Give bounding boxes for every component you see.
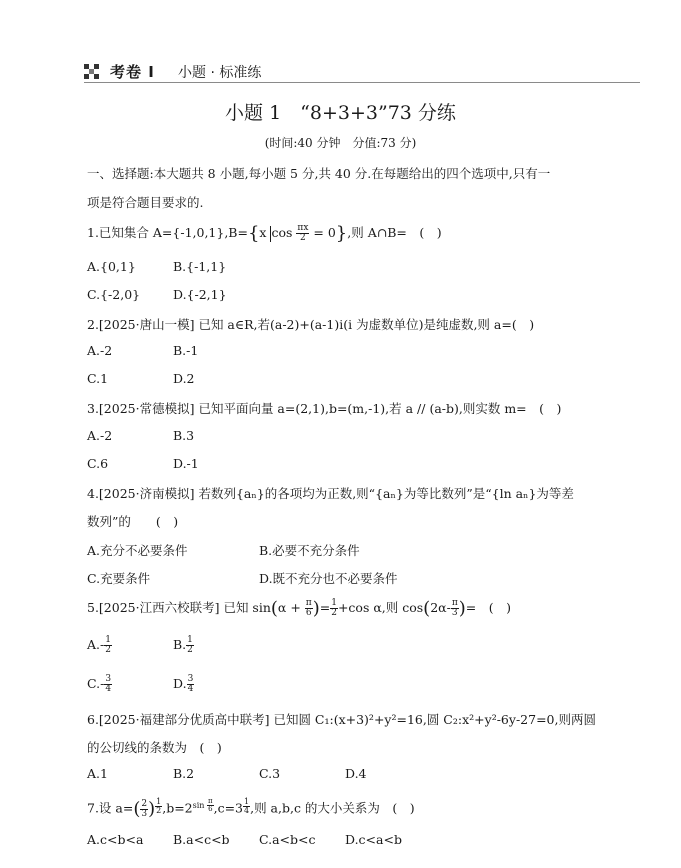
q1-set-var: x: [259, 225, 267, 240]
q7-paren-close: ): [148, 798, 156, 820]
q7-paren-open: (: [133, 798, 141, 820]
q7-two: 2: [141, 798, 148, 809]
q5-paren2-close: ): [458, 598, 466, 619]
q5-optD-label: D.: [173, 676, 187, 691]
q5-optA-den: 2: [105, 645, 111, 655]
question-6-line1: 6.[2025·福建部分优质高中联考] 已知圆 C₁:(x+3)²+y²=16,圆 C₂:x²+y²-6y-27=0,则两圆: [87, 712, 596, 727]
q5-plus-cos: +cos α,则 cos: [337, 600, 424, 615]
q6-option-b: B.2: [173, 766, 195, 781]
q7-text-c: ,c=3: [213, 800, 244, 816]
question-2: 2.[2025·唐山一模] 已知 a∈R,若(a-2)+(a-1)i(i 为虚数单位)是纯虚数,则 a=( ): [87, 317, 535, 332]
q5-optA-num: 1: [105, 635, 111, 645]
q5-pi-b: π: [451, 598, 458, 608]
q1-frac-num: πx: [297, 223, 309, 233]
q7-q-num: 1: [244, 797, 250, 806]
q5-optB-frac: [186, 636, 194, 655]
q1-eq0: = 0: [313, 225, 336, 240]
q5-eq: =: [319, 600, 331, 615]
q7-frac-2-3: [140, 800, 148, 819]
q7-q-den: 4: [244, 806, 250, 815]
q7-exp-frac: [207, 798, 214, 813]
q4-option-c: C.充要条件: [87, 571, 151, 586]
checker-icon: [84, 64, 100, 80]
q1-brace-open: {: [247, 223, 260, 244]
q5-frac-pi3: [451, 599, 459, 618]
q5-six: 6: [305, 608, 312, 618]
q7-tail: ,则 a,b,c 的大小关系为 ( ): [250, 800, 415, 816]
q1-text-a: 1.已知集合 A={-1,0,1},B=: [87, 225, 248, 240]
q4-option-a: A.充分不必要条件: [87, 543, 188, 558]
q5-paren-open: (: [270, 598, 278, 619]
q3-option-d: D.-1: [173, 456, 199, 471]
question-1: [87, 223, 442, 244]
q5-two: 2: [331, 608, 337, 618]
q7-pi: π: [208, 797, 213, 805]
q5-frac-pi6: [305, 599, 313, 618]
q1-option-c: C.{-2,0}: [87, 287, 141, 302]
header-divider: [84, 82, 640, 83]
q5-optB-den: 2: [187, 645, 193, 655]
q5-optD-frac: [187, 675, 195, 694]
section-header: [84, 60, 640, 84]
q5-paren2-open: (: [423, 598, 431, 619]
q5-pi: π: [305, 598, 312, 608]
q7-sin: sin: [192, 800, 205, 810]
q7-half-den: 2: [156, 806, 162, 815]
q5-two-alpha: 2α-: [430, 600, 451, 615]
header-title: 考卷 I: [110, 63, 155, 81]
q5-text-a: 5.[2025·江西六校联考] 已知 sin: [87, 600, 271, 615]
header-subtitle: 小题 · 标准练: [178, 65, 262, 81]
q3-option-a: A.-2: [87, 428, 113, 443]
q2-option-c: C.1: [87, 371, 109, 386]
question-6-line2: 的公切线的条数为 ( ): [87, 740, 222, 755]
q5-frac-half: [330, 599, 338, 618]
q1-brace-close: }: [335, 223, 348, 244]
q5-optC-den: 4: [105, 684, 112, 694]
q5-tail: = ( ): [465, 600, 512, 615]
q7-text-b: ,b=2: [162, 800, 193, 816]
q7-six: 6: [208, 805, 213, 813]
question-3: 3.[2025·常德模拟] 已知平面向量 a=(2,1),b=(m,-1),若 a // (a-b),则实数 m= ( ): [87, 401, 562, 416]
q6-option-d: D.4: [345, 766, 367, 781]
q4-option-d: D.既不充分也不必要条件: [259, 571, 398, 586]
q3-option-b: B.3: [173, 428, 195, 443]
q5-option-a: [87, 636, 112, 655]
q5-three: 3: [451, 608, 458, 618]
q5-optC-label: C.-: [87, 676, 105, 691]
q3-option-c: C.6: [87, 456, 109, 471]
q5-optA-label: A.-: [87, 637, 105, 652]
q5-optD-num: 3: [187, 674, 194, 684]
q6-option-c: C.3: [259, 766, 281, 781]
q5-option-b: [173, 636, 194, 655]
q2-option-b: B.-1: [173, 343, 199, 358]
question-4-line1: 4.[2025·济南模拟] 若数列{aₙ}的各项均为正数,则“{aₙ}为等比数列”是“{ln aₙ}为等差: [87, 486, 574, 501]
q1-frac-den: 2: [300, 233, 306, 243]
q1-option-d: D.{-2,1}: [173, 287, 227, 302]
q7-option-b: B.a<c<b: [173, 832, 230, 847]
q5-one: 1: [331, 598, 337, 608]
question-5: [87, 598, 511, 619]
q1-cos: cos: [271, 225, 293, 240]
question-4-line2: 数列”的 ( ): [87, 514, 179, 529]
q1-fraction: [296, 224, 309, 243]
q7-option-d: D.c<a<b: [345, 832, 402, 847]
q1-text-b: ,则 A∩B= ( ): [347, 225, 442, 240]
q1-option-a: A.{0,1}: [87, 259, 136, 274]
q7-option-c: C.a<b<c: [259, 832, 316, 847]
q2-option-d: D.2: [173, 371, 195, 386]
q6-option-a: A.1: [87, 766, 108, 781]
page-title: 小题 1 “8+3+3”73 分练: [225, 102, 456, 124]
q5-optC-num: 3: [105, 674, 112, 684]
q7-half-num: 1: [156, 797, 162, 806]
section-intro-line2: 项是符合题目要求的.: [87, 195, 204, 210]
q5-optD-den: 4: [187, 684, 194, 694]
q5-optA-frac: [104, 636, 112, 655]
q2-option-a: A.-2: [87, 343, 113, 358]
time-score-info: (时间:40 分钟 分值:73 分): [264, 136, 417, 150]
q5-paren-close: ): [312, 598, 320, 619]
q7-three: 3: [141, 808, 148, 819]
q4-option-b: B.必要不充分条件: [259, 543, 360, 558]
q5-optB-num: 1: [187, 635, 193, 645]
q7-text-a: 7.设 a=: [87, 800, 134, 816]
q5-optC-frac: [104, 675, 112, 694]
question-7: [87, 798, 415, 820]
section-intro-line1: 一、选择题:本大题共 8 小题,每小题 5 分,共 40 分.在每题给出的四个选项中,只有一: [87, 166, 551, 181]
q7-option-a: A.c<b<a: [87, 832, 144, 847]
q5-option-d: [173, 675, 194, 694]
q5-alpha-plus: α +: [277, 600, 305, 615]
q1-option-b: B.{-1,1}: [173, 259, 227, 274]
q5-optB-label: B.: [173, 637, 187, 652]
q5-option-c: [87, 675, 112, 694]
q7-exp-sin: [192, 797, 214, 813]
